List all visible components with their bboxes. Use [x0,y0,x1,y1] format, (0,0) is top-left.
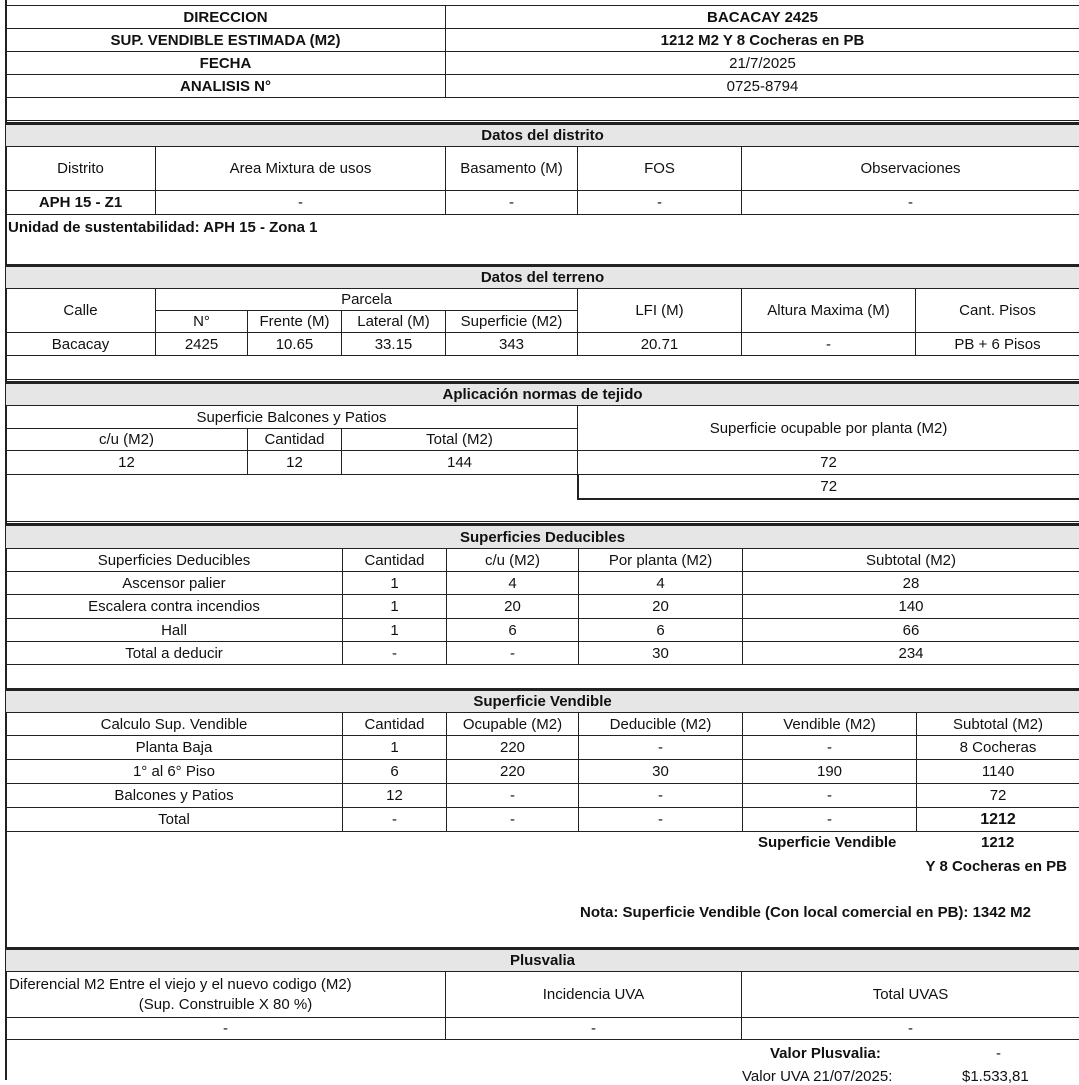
ocupable-value-1: 72 [578,451,1079,475]
cell: 20 [579,595,743,619]
deducibles-planta-header: Por planta (M2) [579,549,743,572]
cell: 220 [447,760,579,784]
cell: - [743,736,917,760]
terreno-table [5,264,1079,380]
lfi-header: LFI (M) [578,289,742,333]
direccion-value: BACACAY 2425 [446,6,1079,29]
basamento-value: - [446,191,578,215]
observaciones-header: Observaciones [742,147,1079,191]
cantidad-header: Cantidad [248,429,342,451]
row-label: 1° al 6° Piso [6,760,343,784]
balcones-header: Superficie Balcones y Patios [6,406,578,429]
cell: - [579,784,743,808]
cell: 1140 [917,760,1079,784]
analisis-label: ANALISIS N° [6,75,446,98]
unidad-sustentabilidad-note: Unidad de sustentabilidad: APH 15 - Zona 1 [8,219,318,236]
row-label: Total a deducir [6,642,343,665]
cell: - [447,808,579,832]
cell: 66 [743,619,1079,642]
cell: - [343,642,447,665]
row-label: Hall [6,619,343,642]
cell: 234 [743,642,1079,665]
lateral-value: 33.15 [342,333,446,356]
table-row [6,642,1079,665]
deducibles-cantidad-header: Cantidad [343,549,447,572]
plusvalia-table [5,947,1079,1040]
deducibles-section-title: Superficies Deducibles [6,525,1079,549]
deducibles-table [5,523,1079,689]
table-row [6,619,1079,642]
cantidad-header: Cantidad [343,713,447,736]
ocupable-value-2: 72 [578,475,1079,499]
cu-header: c/u (M2) [6,429,248,451]
row-label: Total [6,808,343,832]
cell: 190 [743,760,917,784]
summary-extra: Y 8 Cocheras en PB [926,858,1067,875]
terreno-section-title: Datos del terreno [6,266,1079,289]
altura-header: Altura Maxima (M) [742,289,916,333]
cell: 72 [917,784,1079,808]
vendible-section-title: Superficie Vendible [6,690,1079,713]
deducibles-cu-header: c/u (M2) [447,549,579,572]
cell: 1 [343,736,447,760]
numero-value: 2425 [156,333,248,356]
cell: - [743,784,917,808]
fecha-label: FECHA [6,52,446,75]
cell: 4 [579,572,743,595]
diferencial-value: - [6,1018,446,1040]
distrito-table [5,122,1079,215]
distrito-header: Distrito [6,147,156,191]
total-value: 1212 [917,808,1079,832]
total-uvas-header: Total UVAS [742,972,1079,1018]
analisis-value: 0725-8794 [446,75,1079,98]
basamento-header: Basamento (M) [446,147,578,191]
frente-value: 10.65 [248,333,342,356]
incidencia-value: - [446,1018,742,1040]
vendible-header: Vendible (M2) [743,713,917,736]
distrito-value: APH 15 - Z1 [6,191,156,215]
diferencial-line-2: (Sup. Construible X 80 %) [9,995,442,1015]
altura-value: - [742,333,916,356]
ocupable-header: Superficie ocupable por planta (M2) [578,406,1079,451]
numero-header: N° [156,311,248,333]
cell: - [579,808,743,832]
valor-plusvalia-value: - [996,1045,1001,1062]
cell: 1 [343,572,447,595]
table-row [6,784,1079,808]
row-label: Escalera contra incendios [6,595,343,619]
valor-uva-value: $1.533,81 [962,1068,1029,1085]
cell: 1 [343,595,447,619]
summary-label: Superficie Vendible [758,834,896,851]
cell: - [343,808,447,832]
mixtura-header: Area Mixtura de usos [156,147,446,191]
cell: 28 [743,572,1079,595]
plusvalia-section-title: Plusvalia [6,949,1079,972]
cell: 20 [447,595,579,619]
superficie-value: 343 [446,333,578,356]
total-value: 144 [342,451,578,475]
incidencia-header: Incidencia UVA [446,972,742,1018]
fos-header: FOS [578,147,742,191]
diferencial-header [6,972,446,1018]
pisos-header: Cant. Pisos [916,289,1079,333]
cell: 220 [447,736,579,760]
summary-value: 1212 [981,834,1014,851]
spacer-row [6,98,1079,121]
ocupable-header: Ocupable (M2) [447,713,579,736]
distrito-section-title: Datos del distrito [6,124,1079,147]
deducibles-name-header: Superficies Deducibles [6,549,343,572]
cell: - [743,808,917,832]
cell: 12 [343,784,447,808]
total-uvas-value: - [742,1018,1079,1040]
sup-vendible-label: SUP. VENDIBLE ESTIMADA (M2) [6,29,446,52]
fecha-value: 21/7/2025 [446,52,1079,75]
observaciones-value: - [742,191,1079,215]
spacer-row [6,356,1079,380]
cell: 8 Cocheras [917,736,1079,760]
cell: 1 [343,619,447,642]
spacer-row [6,499,1079,522]
lateral-header: Lateral (M) [342,311,446,333]
valor-plusvalia-label: Valor Plusvalia: [770,1045,881,1062]
tejido-table [5,381,1079,522]
cantidad-value: 12 [248,451,342,475]
deducible-header: Deducible (M2) [579,713,743,736]
header-table [5,5,1079,121]
vendible-table [5,688,1079,832]
total-header: Total (M2) [342,429,578,451]
cell: 4 [447,572,579,595]
row-label: Balcones y Patios [6,784,343,808]
cell: 6 [579,619,743,642]
parcela-header: Parcela [156,289,578,311]
pisos-value: PB + 6 Pisos [916,333,1079,356]
cell: 6 [343,760,447,784]
row-label: Ascensor palier [6,572,343,595]
table-row [6,760,1079,784]
calculo-header: Calculo Sup. Vendible [6,713,343,736]
mixtura-value: - [156,191,446,215]
cell: 30 [579,642,743,665]
diferencial-line-1: Diferencial M2 Entre el viejo y el nuevo codigo (M2) [9,975,442,995]
cell: 6 [447,619,579,642]
cell: - [447,642,579,665]
calle-header: Calle [6,289,156,333]
sup-vendible-value: 1212 M2 Y 8 Cocheras en PB [446,29,1079,52]
fos-value: - [578,191,742,215]
direccion-label: DIRECCION [6,6,446,29]
nota-vendible: Nota: Superficie Vendible (Con local comercial en PB): 1342 M2 [580,904,1031,921]
spacer-row [6,665,1079,689]
superficie-header: Superficie (M2) [446,311,578,333]
cu-value: 12 [6,451,248,475]
lfi-value: 20.71 [578,333,742,356]
table-row [6,736,1079,760]
table-row [6,572,1079,595]
tejido-section-title: Aplicación normas de tejido [6,383,1079,406]
cell: 30 [579,760,743,784]
frente-header: Frente (M) [248,311,342,333]
subtotal-header: Subtotal (M2) [917,713,1079,736]
cell: - [579,736,743,760]
table-row [6,595,1079,619]
table-row [6,808,1079,832]
cell: 140 [743,595,1079,619]
deducibles-subtotal-header: Subtotal (M2) [743,549,1079,572]
row-label: Planta Baja [6,736,343,760]
cell: - [447,784,579,808]
valor-uva-label: Valor UVA 21/07/2025: [742,1068,892,1085]
spacer-cell [6,475,578,499]
calle-value: Bacacay [6,333,156,356]
